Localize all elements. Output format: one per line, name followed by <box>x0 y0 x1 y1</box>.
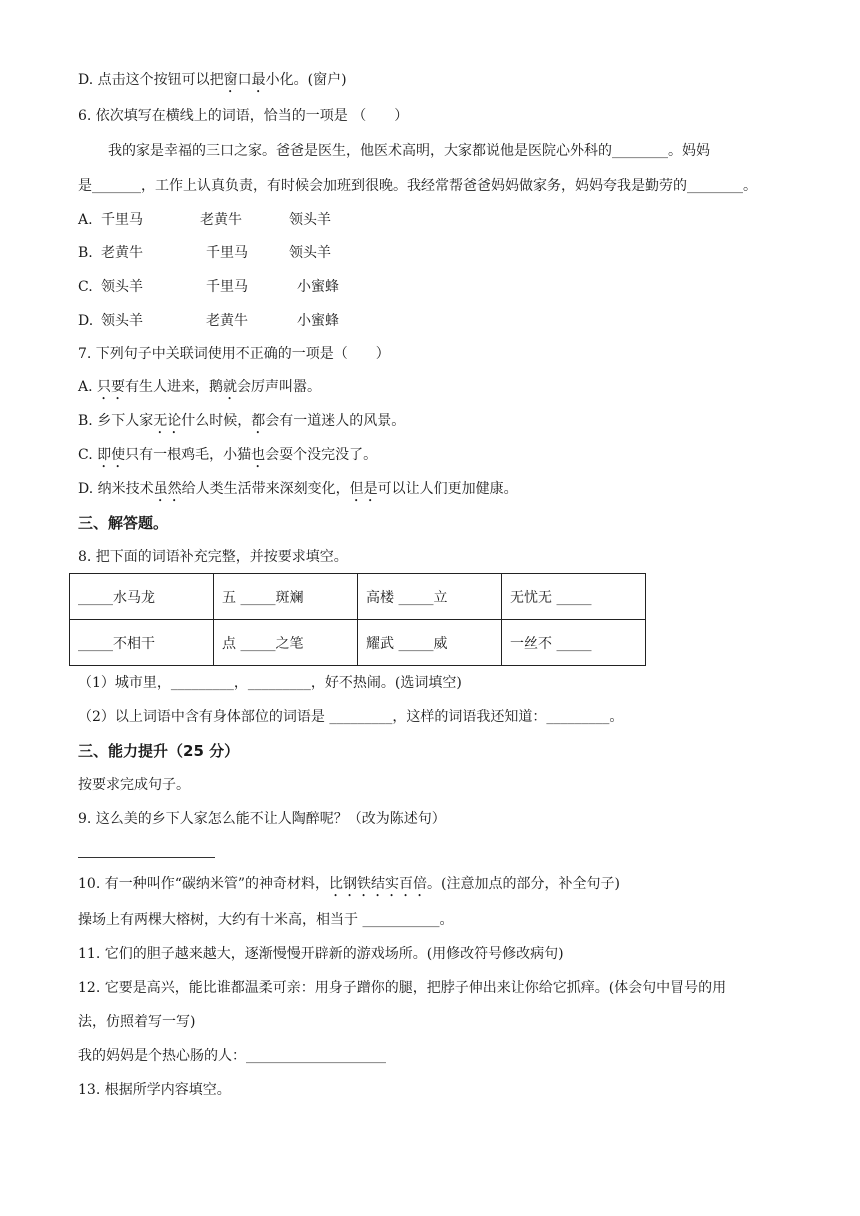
q6-option-d[interactable]: D. 领头羊 老黄牛 小蜜蜂 <box>78 313 339 329</box>
q6-passage-line-1: 我的家是幸福的三口之家。爸爸是医生，他医术高明，大家都说他是医院心外科的________。妈妈 <box>108 143 710 159</box>
q11-stem: 11. 它们的胆子越来越大，逐渐慢慢开辟新的游戏场所。(用修改符号修改病句) <box>78 946 564 962</box>
emphasis-word: 都 <box>251 413 266 429</box>
emphasis-word: 但是 <box>349 481 378 497</box>
table-row <box>70 574 646 620</box>
emphasis-char: 窗 <box>223 72 238 88</box>
q6-option-c[interactable]: C. 领头羊 千里马 小蜜蜂 <box>78 279 339 295</box>
table-cell[interactable]: _____水马龙 <box>70 574 214 620</box>
emphasis-word: 就 <box>223 379 238 395</box>
q7-option-d[interactable]: D. 纳米技术虽然给人类生活带来深刻变化，但是可以让人们更加健康。 <box>78 481 518 497</box>
emphasis-word: 只要 <box>97 379 126 395</box>
instruction-text: 按要求完成句子。 <box>78 777 190 793</box>
q6-option-a[interactable]: A. 千里马 老黄牛 领头羊 <box>78 212 331 228</box>
q7-option-c[interactable]: C. 即使只有一根鸡毛，小猫也会耍个没完没了。 <box>78 447 378 463</box>
q5-option-d: D. 点击这个按钮可以把窗口最小化。(窗户) <box>78 72 347 88</box>
q10-stem: 10. 有一种叫作“碳纳米管”的神奇材料，比钢铁结实百倍。(注意加点的部分，补全句子) <box>78 876 620 892</box>
q7-option-b[interactable]: B. 乡下人家无论什么时候，都会有一道迷人的风景。 <box>78 413 406 429</box>
q9-answer-line[interactable] <box>78 857 215 858</box>
q13-stem: 13. 根据所学内容填空。 <box>78 1082 231 1098</box>
emphasis-word: 也 <box>251 447 266 463</box>
emphasis-word: 虽然 <box>153 481 182 497</box>
table-cell[interactable]: 耀武 _____威 <box>358 620 502 666</box>
q12-fill-line[interactable]: 我的妈妈是个热心肠的人：____________________ <box>78 1048 386 1064</box>
q6-stem: 6. 依次填写在横线上的词语，恰当的一项是 （ ） <box>78 108 409 124</box>
q8-sub-question-2[interactable]: （2）以上词语中含有身体部位的词语是 _________，这样的词语我还知道：_________。 <box>78 709 624 725</box>
table-cell[interactable]: 高楼 _____立 <box>358 574 502 620</box>
section-heading-ability: 三、能力提升（25 分） <box>78 742 240 760</box>
table-cell[interactable]: 五 _____斑斓 <box>214 574 358 620</box>
q6-passage-line-2: 是_______，工作上认真负责，有时候会加班到很晚。我经常帮爸爸妈妈做家务，妈妈夸我是勤劳的________。 <box>78 178 757 194</box>
emphasis-phrase: 比钢铁结实百倍 <box>329 876 428 892</box>
q6-option-b[interactable]: B. 老黄牛 千里马 领头羊 <box>78 245 331 261</box>
table-cell[interactable]: 点 _____之笔 <box>214 620 358 666</box>
q7-stem: 7. 下列句子中关联词使用不正确的一项是（ ） <box>78 346 390 362</box>
q12-stem-line-1: 12. 它要是高兴，能比谁都温柔可亲：用身子蹭你的腿，把脖子伸出来让你给它抓痒。(体会句中冒号的用 <box>78 980 727 996</box>
emphasis-word: 即使 <box>97 447 126 463</box>
table-cell[interactable]: _____不相干 <box>70 620 214 666</box>
section-heading-answers: 三、解答题。 <box>78 514 169 532</box>
q9-stem: 9. 这么美的乡下人家怎么能不让人陶醉呢？（改为陈述句） <box>78 811 446 827</box>
emphasis-word: 无论 <box>153 413 182 429</box>
q8-word-table <box>69 573 646 666</box>
q10-fill-line[interactable]: 操场上有两棵大榕树，大约有十米高，相当于 ___________。 <box>78 912 454 928</box>
table-cell[interactable]: 一丝不 _____ <box>502 620 646 666</box>
q8-stem: 8. 把下面的词语补充完整，并按要求填空。 <box>78 549 348 565</box>
q8-sub-question-1[interactable]: （1）城市里，_________，_________，好不热闹。(选词填空) <box>78 675 462 691</box>
emphasis-char: 最 <box>251 72 266 88</box>
table-row <box>70 620 646 666</box>
table-cell[interactable]: 无忧无 _____ <box>502 574 646 620</box>
q7-option-a[interactable]: A. 只要有生人进来，鹅就会厉声叫嚣。 <box>78 379 322 395</box>
q12-stem-line-2: 法，仿照着写一写) <box>78 1014 196 1030</box>
